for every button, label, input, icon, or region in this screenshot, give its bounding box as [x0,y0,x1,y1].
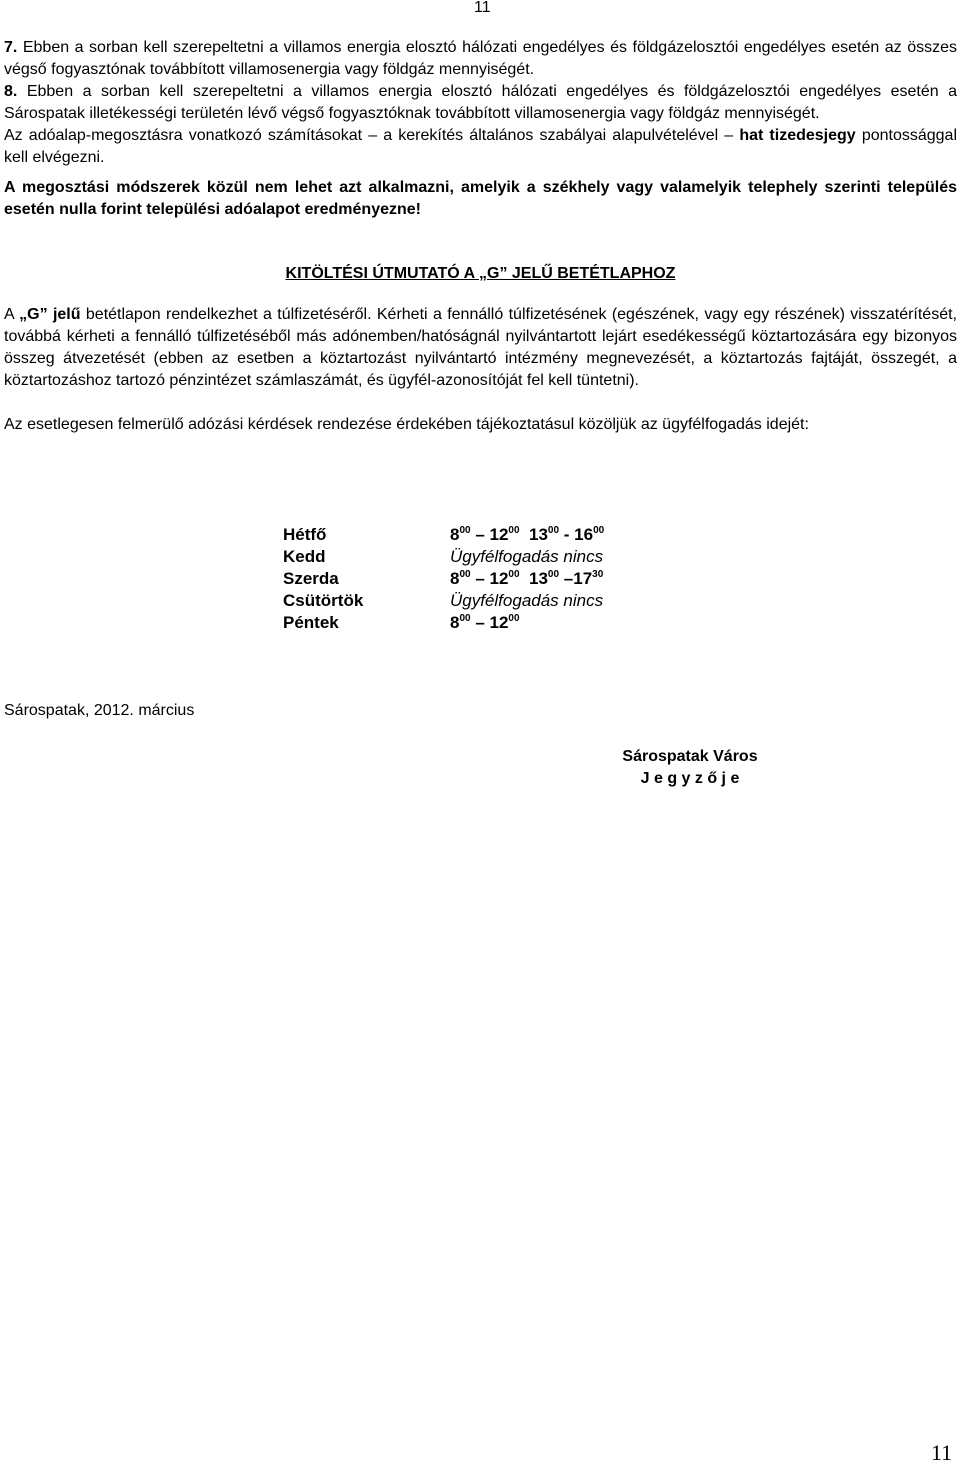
place-date: Sárospatak, 2012. március [4,702,195,719]
schedule-row [283,524,604,546]
g-bold: „G” jelű [19,306,81,323]
day-label: Péntek [283,613,339,632]
no-reception: Ügyfélfogadás nincs [450,547,604,566]
office-hours-table [283,524,604,634]
g-text-start: A [4,306,20,323]
schedule-row [283,568,604,590]
rounding-paragraph [4,125,957,169]
item-text: Ebben a sorban kell szerepeltetni a villamos energia elosztó hálózati engedélyes és földgázelosztói engedélyes esetén az összes végső fogyasztónak továbbított villamosenergia vagy földgáz mennyiségét. [4,39,957,78]
page-number-top: 11 [474,0,491,16]
rounding-text-end: pontossággal kell elvégezni. [4,127,958,166]
day-label: Hétfő [283,525,327,544]
signature-block [605,746,775,790]
signature-line2: J e g y z ő j e [640,770,740,787]
hours: $8^{00} - 12^{00}$ $13^{00}$ $-17^{30}$ [450,569,604,588]
day-label: Szerda [283,569,339,588]
no-reception: Ügyfélfogadás nincs [450,591,604,610]
g-text: betétlapon rendelkezhet a túlfizetéséről. Kérheti a fennálló túlfizetésének (egészének, vagy egy részének) visszatérítését, továbbá kérheti a fennálló túlfizetéséből más adónemben/hatóságnál nyilvántartott lejárt esedékességű köztartozására egy bizonyos összeg átvezetését (ebben az esetben a köztartozást nyilvántartó intézmény megnevezését, a köztartozás fajtáját, összegét, a köztartozáshoz tartozó pénzintézet számlaszámát, és ügyfél-azonosítóját fel kell tüntetni). [4,306,957,389]
day-label: Csütörtök [283,591,364,610]
schedule-row [283,546,604,568]
schedule-row [283,612,604,634]
hours: $8^{00} - 12^{00}$ $13^{00} - 16^{00}$ [450,525,605,544]
rounding-text: Az adóalap-megosztásra vonatkozó számításokat – a kerekítés általános szabályai alapulvételével – [4,127,740,144]
item-number: 7. [4,39,18,56]
item-8 [4,81,957,125]
signature-line1: Sárospatak Város [622,748,758,765]
hours: $8^{00} - 12^{00}$ [450,613,520,632]
rounding-bold: hat tizedesjegy [739,127,856,144]
document-body [4,37,957,436]
item-text: Ebben a sorban kell szerepeltetni a villamos energia elosztó hálózati engedélyes és földgázelosztói engedélyes esetén a Sárospatak illetékességi területén lévő végső fogyasztóknak továbbított villamosenergia vagy földgáz mennyiségét. [4,83,958,122]
office-intro: Az esetlegesen felmerülő adózási kérdések rendezése érdekében tájékoztatásul közöljük az ügyfélfogadás idejét: [4,416,809,433]
schedule-row [283,590,604,612]
section-heading: KITÖLTÉSI ÚTMUTATÓ A „G” JELŰ BETÉTLAPHOZ [285,265,676,282]
g-paragraph [4,304,957,392]
page-number-bottom: 11 [931,1440,953,1465]
item-7 [4,37,957,81]
warning-paragraph: A megosztási módszerek közül nem lehet azt alkalmazni, amelyik a székhely vagy valamelyik telephely szerinti település esetén nulla forint települési adóalapot eredményezne! [4,179,957,218]
item-number: 8. [4,83,18,100]
day-label: Kedd [283,547,326,566]
